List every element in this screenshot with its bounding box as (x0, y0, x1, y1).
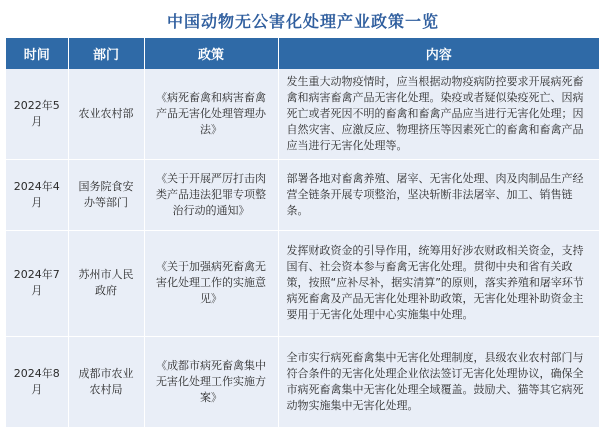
table-row (6, 159, 599, 230)
page-title: 中国动物无公害化处理产业政策一览 (166, 12, 439, 31)
cell-time: 2024年7月 (6, 230, 68, 336)
cell-content: 全市实行病死畜禽集中无害化处理制度，县级农业农村部门与符合条件的无害化处理企业依法签订无害化处理协议，确保全市病死畜禽集中无害化处理全域覆盖。鼓励犬、猫等其它病死动物实施集中无害化处理。 (278, 336, 599, 427)
cell-time: 2024年8月 (6, 336, 68, 427)
table-row (6, 336, 599, 427)
cell-content: 发生重大动物疫情时，应当根据动物疫病防控要求开展病死畜禽和病害畜禽产品无害化处理。染疫或者疑似染疫死亡、因病死亡或者死因不明的畜禽和畜禽产品应当进行无害化处理；因自然灾害、应激反应、物理挤压等因素死亡的畜禽和畜禽产品应当进行无害化处理等。 (278, 69, 599, 159)
cell-time: 2022年5月 (6, 69, 68, 159)
cell-dept: 成都市农业农村局 (68, 336, 144, 427)
table-header-row (6, 38, 599, 69)
header-time: 时间 (6, 38, 68, 69)
cell-policy: 《关于开展严厉打击肉类产品违法犯罪专项整治行动的通知》 (144, 159, 278, 230)
cell-content: 发挥财政资金的引导作用，统筹用好涉农财政相关资金，支持国有、社会资本参与畜禽无害化处理。贯彻中央和省有关政策，按照“应补尽补，据实清算”的原则，落实养殖和屠宰环节病死畜禽及产品无害化处理补助政策，无害化处理补助资金主要用于无害化处理中心实施集中处理。 (278, 230, 599, 336)
cell-policy: 《成都市病死畜禽集中无害化处理工作实施方案》 (144, 336, 278, 427)
cell-content: 部署各地对畜禽养殖、屠宰、无害化处理、肉及肉制品生产经营全链条开展专项整治，坚决斩断非法屠宰、加工、销售链条。 (278, 159, 599, 230)
table-row (6, 230, 599, 336)
header-content: 内容 (278, 38, 599, 69)
header-policy: 政策 (144, 38, 278, 69)
cell-policy: 《病死畜禽和病害畜禽产品无害化处理管理办法》 (144, 69, 278, 159)
header-dept: 部门 (68, 38, 144, 69)
policy-table (6, 38, 599, 428)
cell-dept: 苏州市人民政府 (68, 230, 144, 336)
cell-dept: 农业农村部 (68, 69, 144, 159)
cell-dept: 国务院食安办等部门 (68, 159, 144, 230)
table-row (6, 69, 599, 159)
cell-policy: 《关于加强病死畜禽无害化处理工作的实施意见》 (144, 230, 278, 336)
cell-time: 2024年4月 (6, 159, 68, 230)
